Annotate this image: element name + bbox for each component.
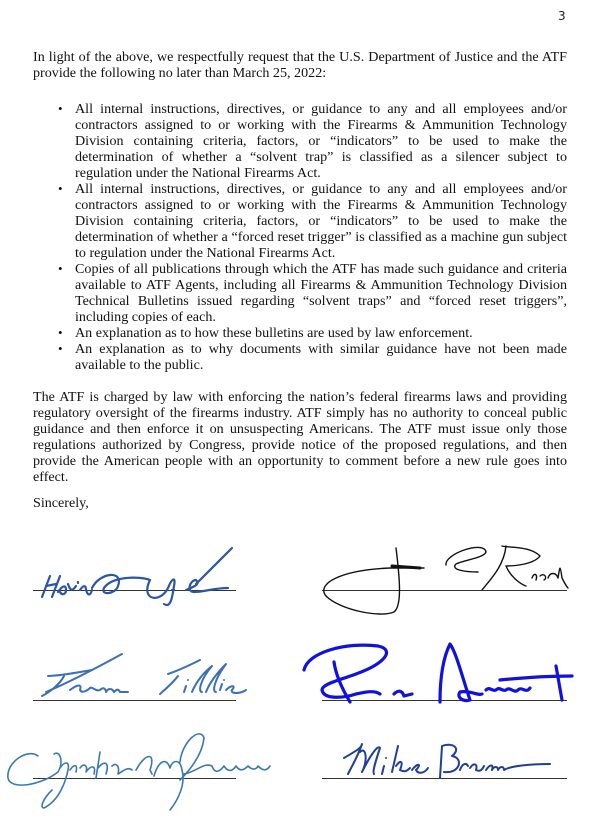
page-number: 3	[558, 9, 566, 23]
bullet-icon: •	[58, 341, 63, 356]
request-text: An explanation as to how these bulletins are used by law enforcement.	[75, 325, 473, 341]
request-text: Copies of all publications through which the ATF has made such guidance and criteria available to ATF Agents, including all Firearms & Ammunition Technology Division Technical Bulletins issued regarding “solvent traps” and “forced reset triggers”, including copies of each.	[75, 261, 567, 325]
request-text: All internal instructions, directives, or guidance to any and all employees and/or contractors assigned to or working with the Firearms & Ammunition Technology Division containing criteria, factors, or “indicators” to be used to make the determination of whether a “forced reset trigger” is classified as a machine gun subject to regulation under the National Firearms Act.	[75, 181, 567, 261]
closing-paragraph: The ATF is charged by law with enforcing the nation’s federal firearms laws and providing regulatory oversight of the firearms industry. ATF simply has no authority to conceal public guidance and then enforce it on unsuspecting Americans. The ATF must issue only those regulations authorized by Congress, provide notice of the proposed regulations, and then provide the American people with an opportunity to comment before a new rule goes into effect.	[33, 389, 567, 485]
intro-paragraph: In light of the above, we respectfully request that the U.S. Department of Justice and the ATF provide the following no later than March 25, 2022:	[33, 49, 567, 81]
bullet-icon: •	[58, 181, 63, 196]
bullet-icon: •	[58, 261, 63, 276]
bullet-icon: •	[58, 325, 63, 340]
sign-off: Sincerely,	[33, 495, 89, 511]
request-text: An explanation as to why documents with similar guidance have not been made available to the public.	[75, 341, 567, 373]
bullet-icon: •	[58, 101, 63, 116]
request-text: All internal instructions, directives, or guidance to any and all employees and/or contractors assigned to or working with the Firearms & Ammunition Technology Division containing criteria, factors, or “indicators” to be used to make the determination of whether a “solvent trap” is classified as a silencer subject to regulation under the National Firearms Act.	[75, 101, 567, 181]
